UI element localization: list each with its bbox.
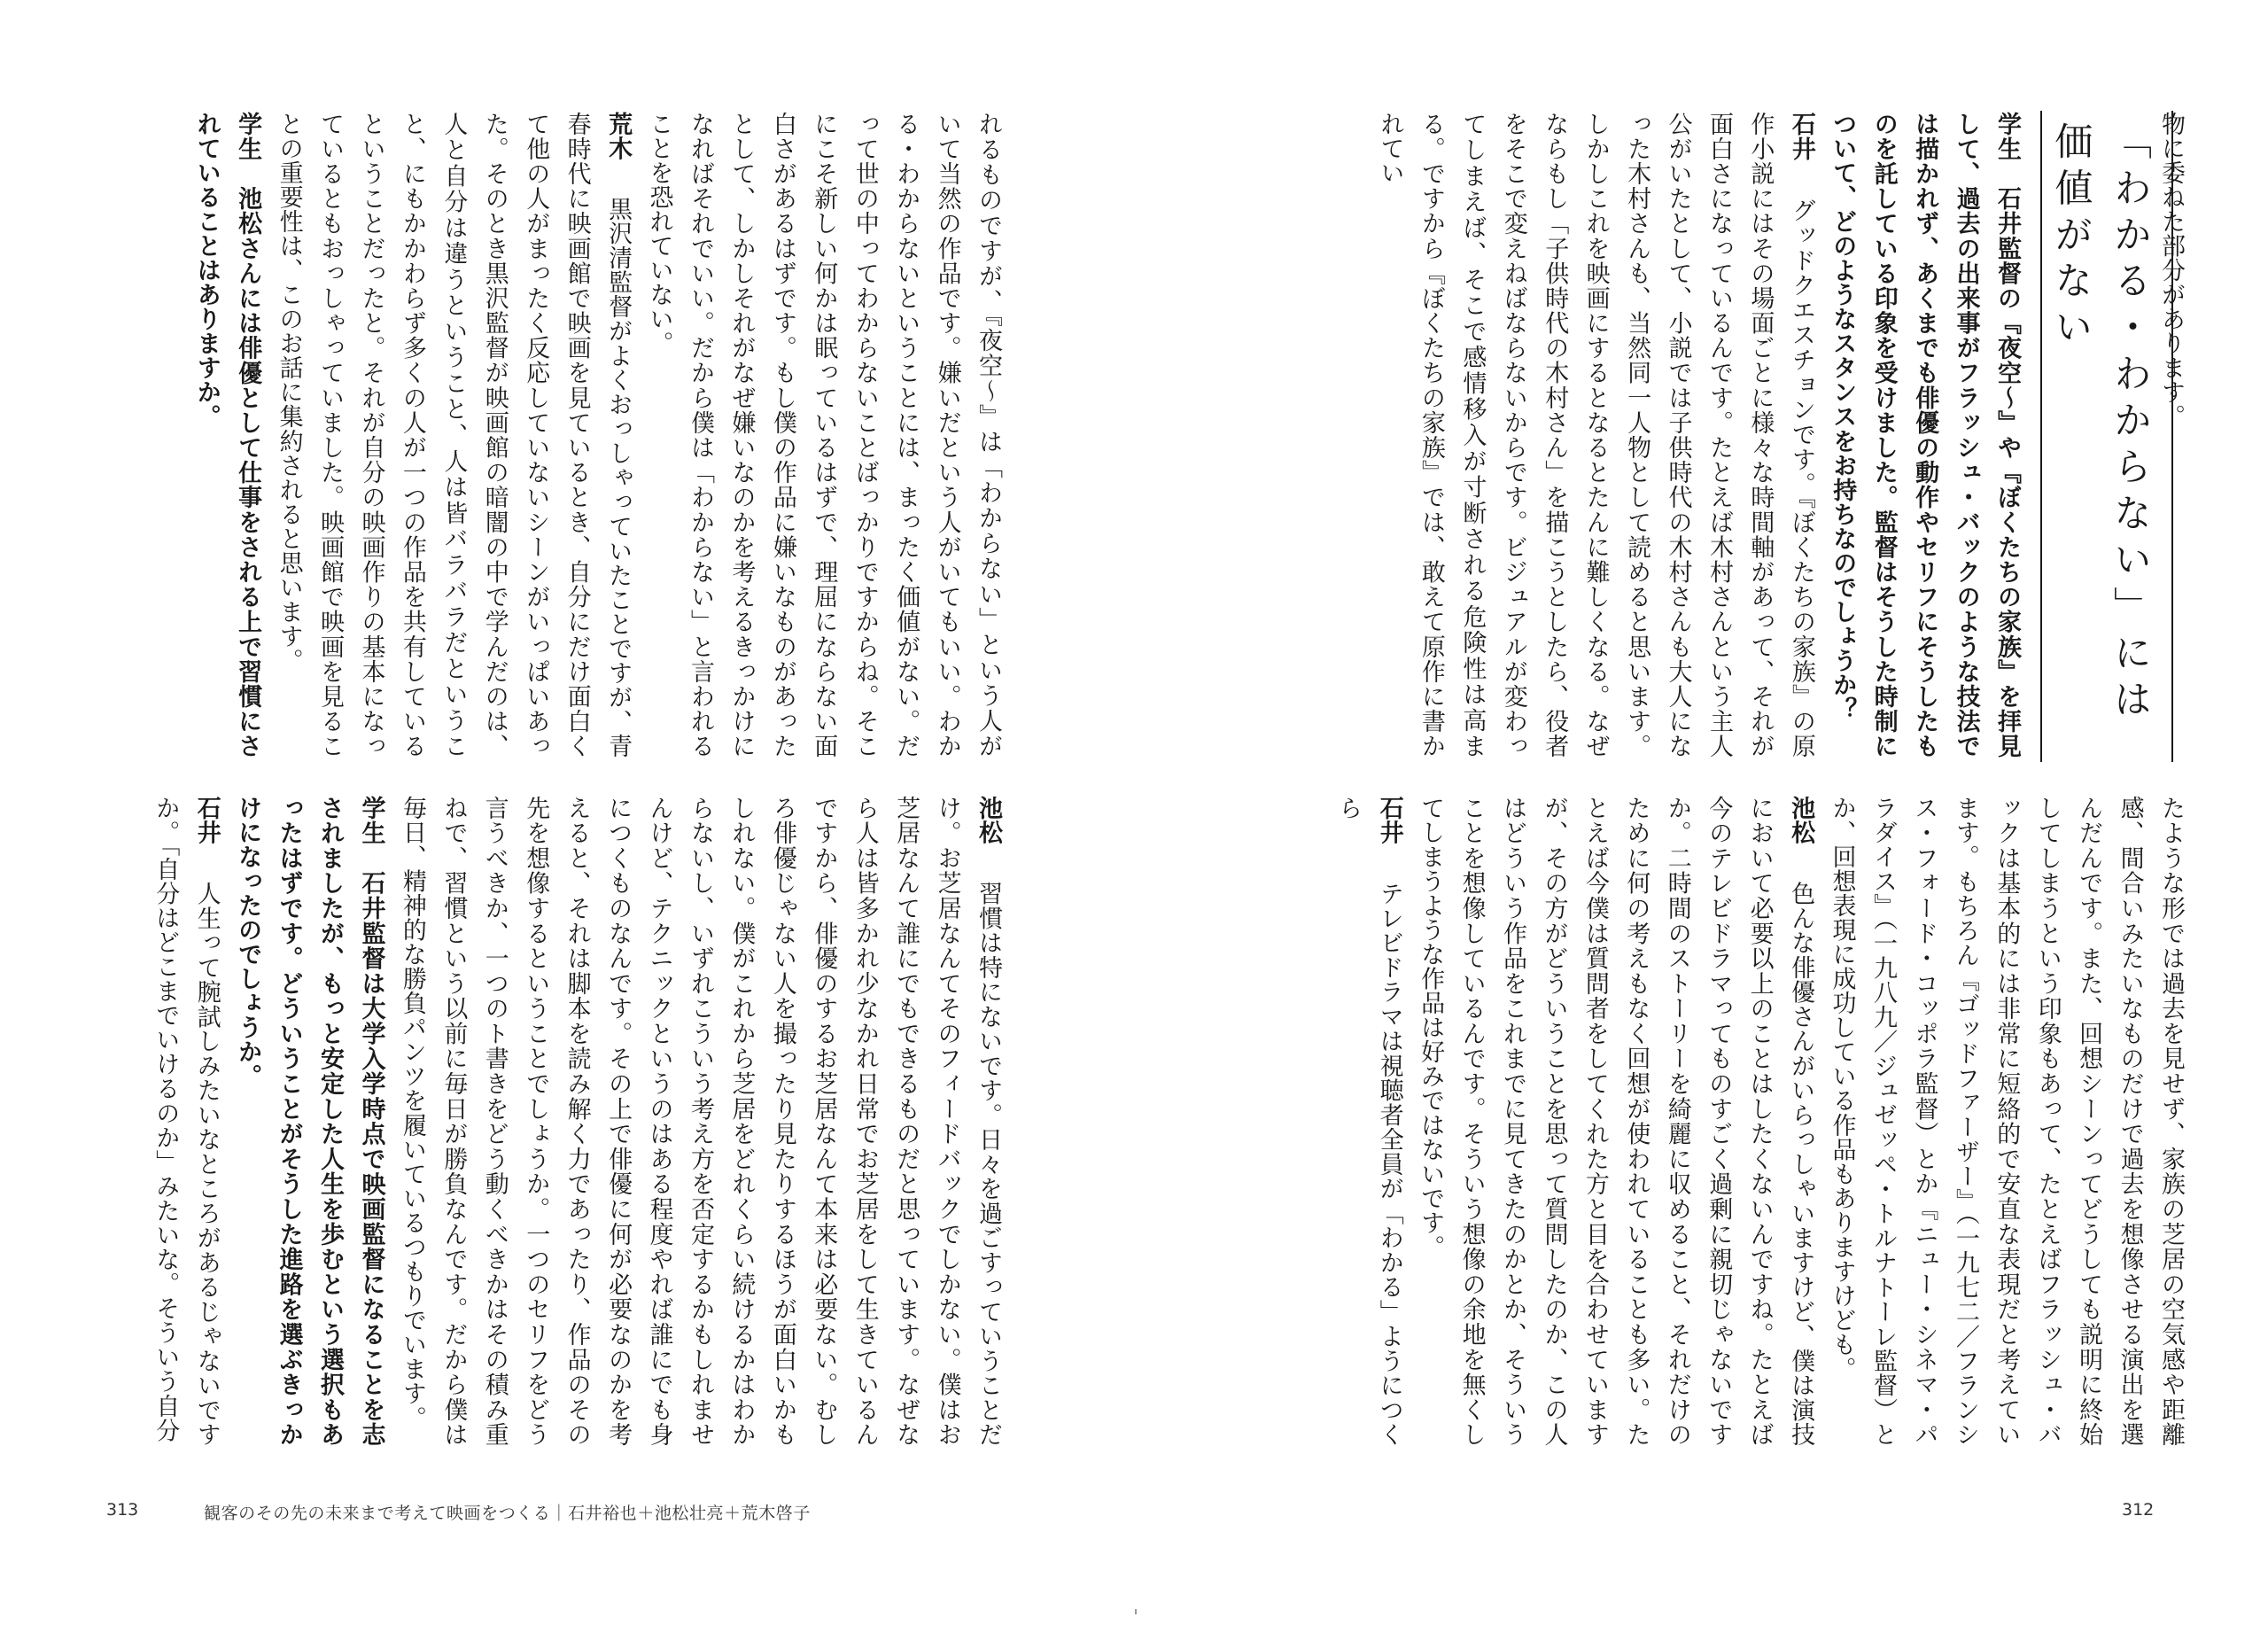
running-head: 観客のその先の未来まで考えて映画をつくる｜石井裕也＋池松壮亮＋荒木啓子 [204, 1504, 811, 1523]
speaker-label: 学生 [1993, 112, 2021, 162]
speech-text: テレビドラマは視聴者全員が「わかる」ようにつくら [1334, 796, 1403, 1447]
speech-text: 黒沢清監督がよくおっしゃっていたことですが、青春時代に映画館で映画を見ているとき、自分にだけ面白くて他の人がまったく反応していないシーンがいっぱいあった。そのとき黒沢監督が映画館の暗闇の中で学んだのは、人と自分は違うということ、人は皆バラバラだということ、にもかかわらず多くの人が一つの作品を共有しているということだったと。それが自分の映画作りの基本になっているともおっしゃっていました。映画館で映画を見ることの重要性は、このお話に集約されると思います。 [275, 112, 633, 758]
speaker-label: 石井 [1787, 112, 1815, 162]
speech-text: 色んな俳優さんがいらっしゃいますけど、僕は演技において必要以上のことはしたくないんですね。たとえば今のテレビドラマってものすごく過剰に親切じゃないですか。二時間のストーリーを綺麗に収めること、それだけのために何の考えもなく回想が使われていることも多い。たとえば今僕は質問者をしてくれた方と目を合わせていますが、その方がどういうことを思って質問したのか、この人はどういう作品をこれまでに見てきたのかとか、そういうことを想像しているんです。そういう想像の余地を無くしてしまうような作品は好みではないです。 [1417, 796, 1815, 1447]
left-bottom-exchange-1 [391, 796, 1008, 1447]
right-bottom-exchange-1 [1410, 796, 1821, 1447]
right-page-bottom-block [1301, 796, 2191, 1447]
right-bottom-continuation: たような形では過去を見せず、家族の芝居の空気感や距離感、間合いみたいなものだけで過去を想像させる演出を選んだんです。また、回想シーンってどうしても説明に終始してしまうという印象もあって、たとえばフラッシュ・バックは基本的には非常に短絡的で安直な表現だと考えています。もちろん『ゴッドファーザー』（一九七二／フランシス・フォード・コッポラ監督）とか『ニュー・シネマ・パラダイス』（一九八九／ジュゼッペ・トルナトーレ監督）とか、回想表現に成功している作品もありますけども。 [1828, 796, 2185, 1447]
right-top-answer [1369, 112, 1821, 758]
question-text: 石井監督の『夜空〜』や『ぼくたちの家族』を拝見して、過去の出来事がフラッシュ・バックのような技法では描かれず、あくまでも俳優の動作やセリフにそうしたものを託している印象を受けました。監督はそうした時制について、どのようなスタンスをお持ちなのでしょうか？ [1829, 112, 2021, 758]
section-heading: 「わかる・わからない」には価値がない [2040, 111, 2173, 762]
right-page [1134, 0, 2268, 1625]
left-bottom-question [227, 796, 392, 1447]
page-number-right: 312 [2122, 1500, 2155, 1520]
right-top-lead: 物に委ねた部分があります。 [2157, 112, 2185, 430]
speech-text: グッドクエスチョンです。『ぼくたちの家族』の原作小説にはその場面ごとに様々な時間軸があって、それが面白さになっているんです。たとえば木村さんという主人公がいたとして、小説では子供時代の木村さんも大人になった木村さんも、当然同一人物として読めると思います。しかしこれを映画にするとなるとたんに難しくなる。なぜならもし「子供時代の木村さん」を描こうとしたら、役者をそこで変えねばならないからです。ビジュアルが変わってしまえば、そこで感情移入が寸断される危険性は高まる。ですから『ぼくたちの家族』では、敢えて原作に書かれてい [1376, 112, 1815, 758]
question-text: 池松さんには俳優として仕事をされる上で習慣にされていることはありますか。 [192, 112, 262, 758]
right-bottom-exchange-2 [1327, 796, 1410, 1447]
right-page-top-body [1301, 112, 2027, 758]
gutter-mark [1135, 1609, 1137, 1614]
speaker-label: 学生 [357, 796, 385, 846]
left-bottom-exchange-2 [144, 796, 227, 1447]
speaker-label: 石井 [1375, 796, 1403, 845]
left-top-question [185, 112, 268, 758]
question-text: 石井監督は大学入学時点で映画監督になることを志されましたが、もっと安定した人生を歩むという選択もあったはずです。どういうことがそうした進路を選ぶきっかけになったのでしょうか。 [234, 796, 385, 1447]
speech-text: 人生って腕試しみたいなところがあるじゃないですか。「自分はどこまでいけるのか」みたいな。そういう自分 [151, 796, 221, 1447]
speech-text: 習慣は特にないです。日々を過ごすっていうことだけ。お芝居なんてそのフィードバックでしかない。僕はお芝居なんて誰にでもできるものだと思っています。なぜなら人は皆多かれ少なかれ日常でお芝居をして生きているんですから、俳優のするお芝居なんて本来は必要ない。むしろ俳優じゃない人を撮ったり見たりするほうが面白いかもしれない。僕がこれから芝居をどれくらい続けるかはわからないし、いずれこういう考え方を否定するかもしれませんけど、テクニックというのはある程度やれば誰にでも身につくものなんです。その上で俳優に何が必要なのかを考えると、それは脚本を読み解く力であったり、作品のその先を想像するということでしょうか。一つのセリフをどう言うべきか、一つのト書きをどう動くべきかはその積み重ねで、習慣という以前に毎日が勝負なんです。だから僕は毎日、精神的な勝負パンツを履いているつもりでいます。 [398, 796, 1002, 1447]
page-number-left: 313 [106, 1500, 139, 1520]
left-top-continuation: れるものですが、『夜空〜』は「わからない」という人がいて当然の作品です。嫌いだという人がいてもいい。わかる・わからないということには、まったく価値がない。だって世の中ってわからないことばっかりですからね。そこにこそ新しい何かは眠っているはずで、理屈にならない面白さがあるはずです。もし僕の作品に嫌いなものがあったとして、しかしそれがなぜ嫌いなのかを考えるきっかけになればそれでいい。だから僕は「わからない」と言われることを恐れていない。 [645, 112, 1002, 758]
right-top-question [1821, 112, 2027, 758]
speaker-label: 荒木 [604, 112, 633, 161]
left-top-exchange-1 [268, 112, 638, 758]
speaker-label: 池松 [1787, 796, 1815, 845]
speaker-label: 石井 [192, 796, 221, 845]
speaker-label: 池松 [975, 796, 1002, 845]
speaker-label: 学生 [234, 112, 262, 162]
left-page-bottom-block [113, 796, 1008, 1447]
left-page-top-block [113, 112, 1008, 758]
